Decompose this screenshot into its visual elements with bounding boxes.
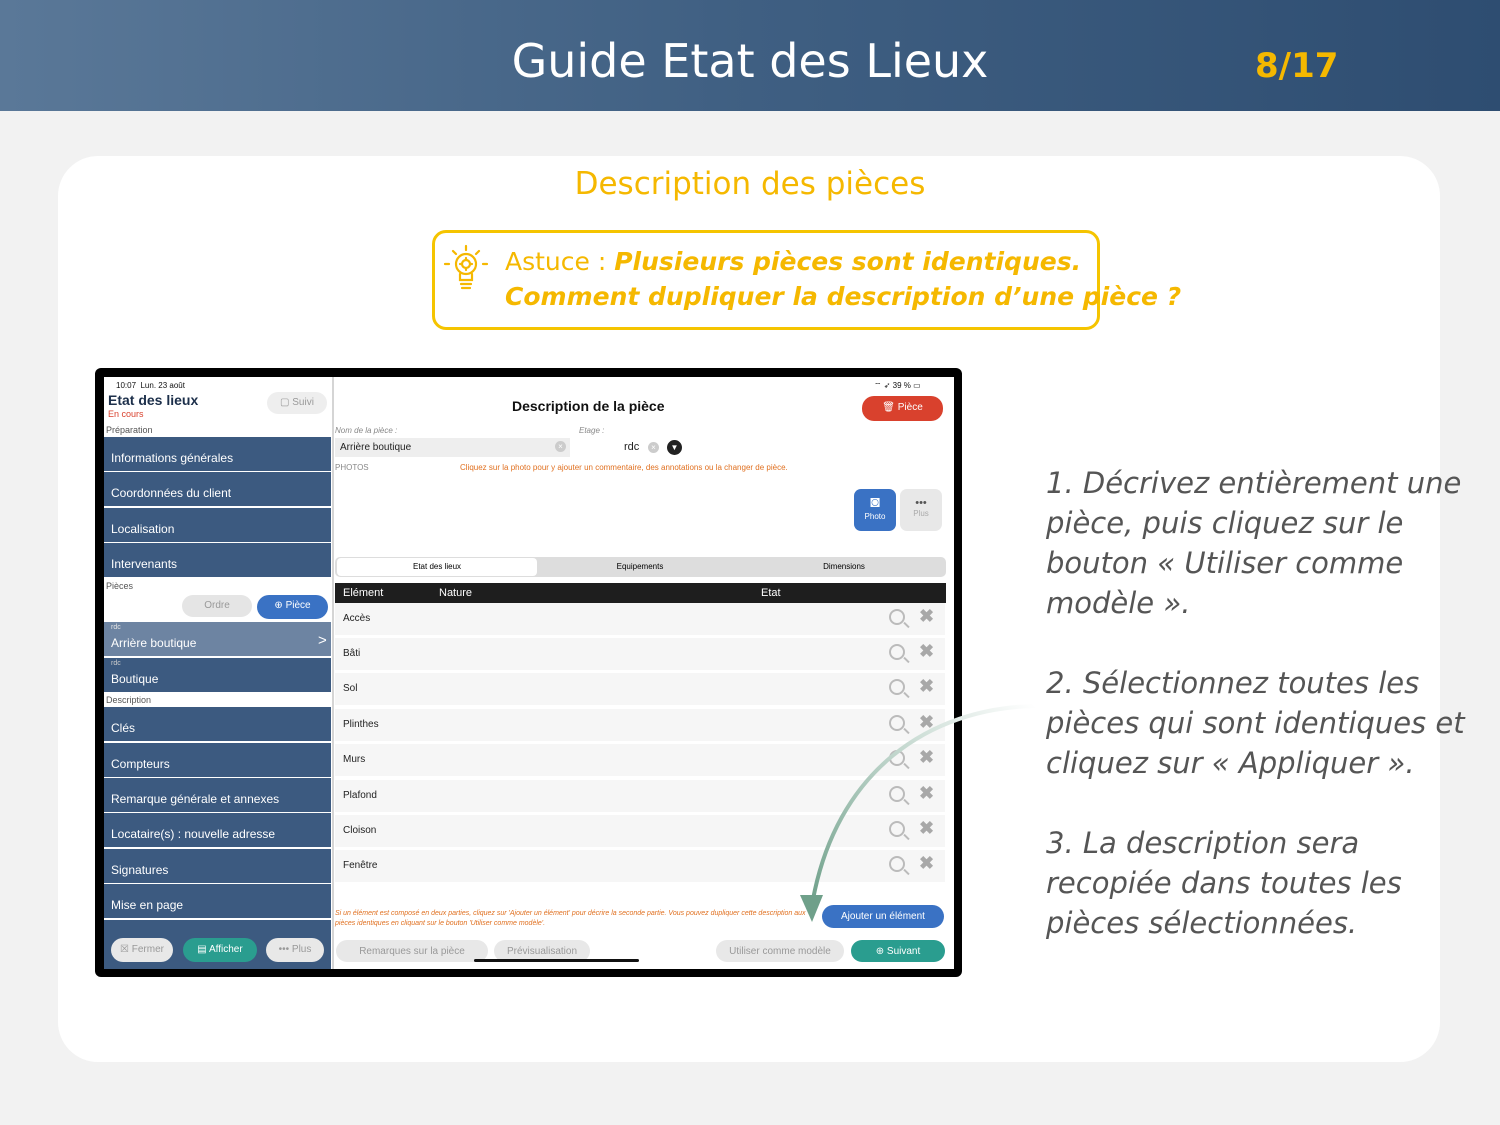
- tip-line-1: Astuce : Plusieurs pièces sont identiques.: [505, 247, 1082, 276]
- more-button[interactable]: ••• Plus: [900, 489, 942, 531]
- ordre-button[interactable]: Ordre: [182, 595, 252, 617]
- section-label-description: Description: [106, 695, 152, 705]
- page-counter: 8/17: [1255, 46, 1339, 86]
- camera-icon: ◙: [870, 494, 880, 511]
- etage-value[interactable]: rdc: [624, 441, 640, 453]
- tip-line-2: Comment dupliquer la description d’une pièce ?: [505, 282, 1182, 311]
- tip-box: [432, 230, 1182, 330]
- tab-etat-des-lieux[interactable]: Etat des lieux: [337, 558, 537, 576]
- sidebar-room-arriere-boutique[interactable]: rdc Arrière boutique >: [104, 622, 331, 656]
- close-icon: ✖: [919, 676, 935, 696]
- lightbulb-icon: [443, 243, 489, 295]
- sidebar-item-informations[interactable]: Informations générales: [104, 437, 331, 471]
- footer-note: Si un élément est composé en deux parties, cliquez sur 'Ajouter un élément' pour décrire la seconde partie. Vous pouvez dupliquer cette description aux pièces identiques en cliquant sur le bouton 'Utiliser comme modèle'.: [335, 910, 806, 927]
- table-header: Elément Nature Etat: [335, 583, 946, 603]
- sidebar-item-compteurs[interactable]: Compteurs: [104, 743, 331, 777]
- clear-icon: ×: [555, 441, 566, 452]
- curved-arrow-icon: [790, 690, 1050, 950]
- sidebar-item-signatures[interactable]: Signatures: [104, 849, 331, 883]
- close-icon: ✖: [919, 606, 935, 626]
- chevron-right-icon: >: [318, 632, 327, 649]
- table-row[interactable]: Sol ✖: [335, 673, 945, 706]
- table-row[interactable]: Fenêtre ✖: [335, 850, 945, 883]
- slide-header: [0, 0, 1500, 111]
- close-icon: ✖: [919, 712, 935, 732]
- tab-dimensions[interactable]: Dimensions: [823, 562, 865, 571]
- table-row[interactable]: Plafond ✖: [335, 780, 945, 813]
- table-row[interactable]: Bâti ✖: [335, 638, 945, 671]
- status-battery: ⌔ ➶ 39 % ▭: [874, 381, 921, 390]
- dropdown-icon[interactable]: ▼: [667, 440, 682, 455]
- section-title: Description des pièces: [574, 166, 926, 202]
- section-label-pieces: Pièces: [106, 581, 134, 591]
- close-icon: ✖: [919, 641, 935, 661]
- afficher-button[interactable]: ▤ Afficher: [183, 938, 257, 962]
- search-icon: [889, 644, 905, 660]
- status-time: 10:07 Lun. 23 août: [116, 381, 185, 390]
- app-title: Etat des lieux: [108, 392, 199, 408]
- section-label-preparation: Préparation: [106, 425, 153, 435]
- sidebar-item-mise-en-page[interactable]: Mise en page: [104, 884, 331, 918]
- previsualisation-button[interactable]: Prévisualisation: [494, 940, 590, 962]
- delete-piece-button[interactable]: 🗑 Pièce: [862, 396, 943, 421]
- table-row[interactable]: Cloison ✖: [335, 815, 945, 848]
- plus-button[interactable]: ••• Plus: [266, 938, 324, 962]
- search-icon: [889, 609, 905, 625]
- table-row[interactable]: Accès ✖: [335, 603, 945, 636]
- sidebar-room-boutique[interactable]: rdc Boutique: [104, 658, 331, 692]
- sidebar-item-remarque[interactable]: Remarque générale et annexes: [104, 778, 331, 812]
- instruction-1: 1. Décrivez entièrement une pièce, puis cliquez sur le bouton « Utiliser comme modèle ».: [1046, 466, 1462, 620]
- main-title: Description de la pièce: [512, 398, 665, 414]
- remarques-button[interactable]: Remarques sur la pièce: [336, 940, 488, 962]
- instruction-3: 3. La description sera recopiée dans toutes les pièces sélectionnées.: [1046, 826, 1402, 940]
- add-piece-button[interactable]: ⊕ Pièce: [257, 595, 328, 619]
- app-status: En cours: [108, 409, 144, 419]
- close-icon: ✖: [919, 783, 935, 803]
- close-icon: ✖: [919, 818, 935, 838]
- utiliser-modele-button[interactable]: Utiliser comme modèle: [716, 940, 844, 962]
- panel-divider: [332, 377, 334, 969]
- table-row[interactable]: Plinthes ✖: [335, 709, 945, 742]
- suivant-button[interactable]: ⊕ Suivant: [851, 940, 945, 962]
- suivi-button[interactable]: ▢ Suivi: [267, 392, 327, 414]
- sidebar-item-cles[interactable]: Clés: [104, 707, 331, 741]
- add-element-button[interactable]: Ajouter un élément: [822, 905, 944, 928]
- tab-equipements[interactable]: Equipements: [616, 562, 664, 571]
- ellipsis-icon: •••: [915, 497, 927, 509]
- table-row[interactable]: Murs ✖: [335, 744, 945, 777]
- instruction-2: 2. Sélectionnez toutes les pièces qui sont identiques et cliquez sur « Appliquer ».: [1046, 666, 1465, 780]
- slide-title: Guide Etat des Lieux: [511, 34, 989, 88]
- photos-label: PHOTOS: [335, 463, 369, 472]
- piece-name-input[interactable]: Arrière boutique ×: [335, 438, 570, 457]
- clear-etage-icon[interactable]: ×: [648, 442, 659, 453]
- etage-label: Etage :: [579, 426, 605, 435]
- sidebar-item-intervenants[interactable]: Intervenants: [104, 543, 331, 577]
- sidebar-item-locataire[interactable]: Locataire(s) : nouvelle adresse: [104, 813, 331, 847]
- photo-button[interactable]: ◙ Photo: [854, 489, 896, 531]
- sidebar-item-coordonnees[interactable]: Coordonnées du client: [104, 472, 331, 506]
- sidebar-item-localisation[interactable]: Localisation: [104, 508, 331, 542]
- close-icon: ✖: [919, 747, 935, 767]
- photos-hint: Cliquez sur la photo pour y ajouter un commentaire, des annotations ou la changer de pièce.: [460, 463, 788, 472]
- home-indicator: [474, 959, 639, 962]
- name-label: Nom de la pièce :: [335, 426, 398, 435]
- fermer-button[interactable]: ☒ Fermer: [111, 938, 173, 962]
- close-icon: ✖: [919, 853, 935, 873]
